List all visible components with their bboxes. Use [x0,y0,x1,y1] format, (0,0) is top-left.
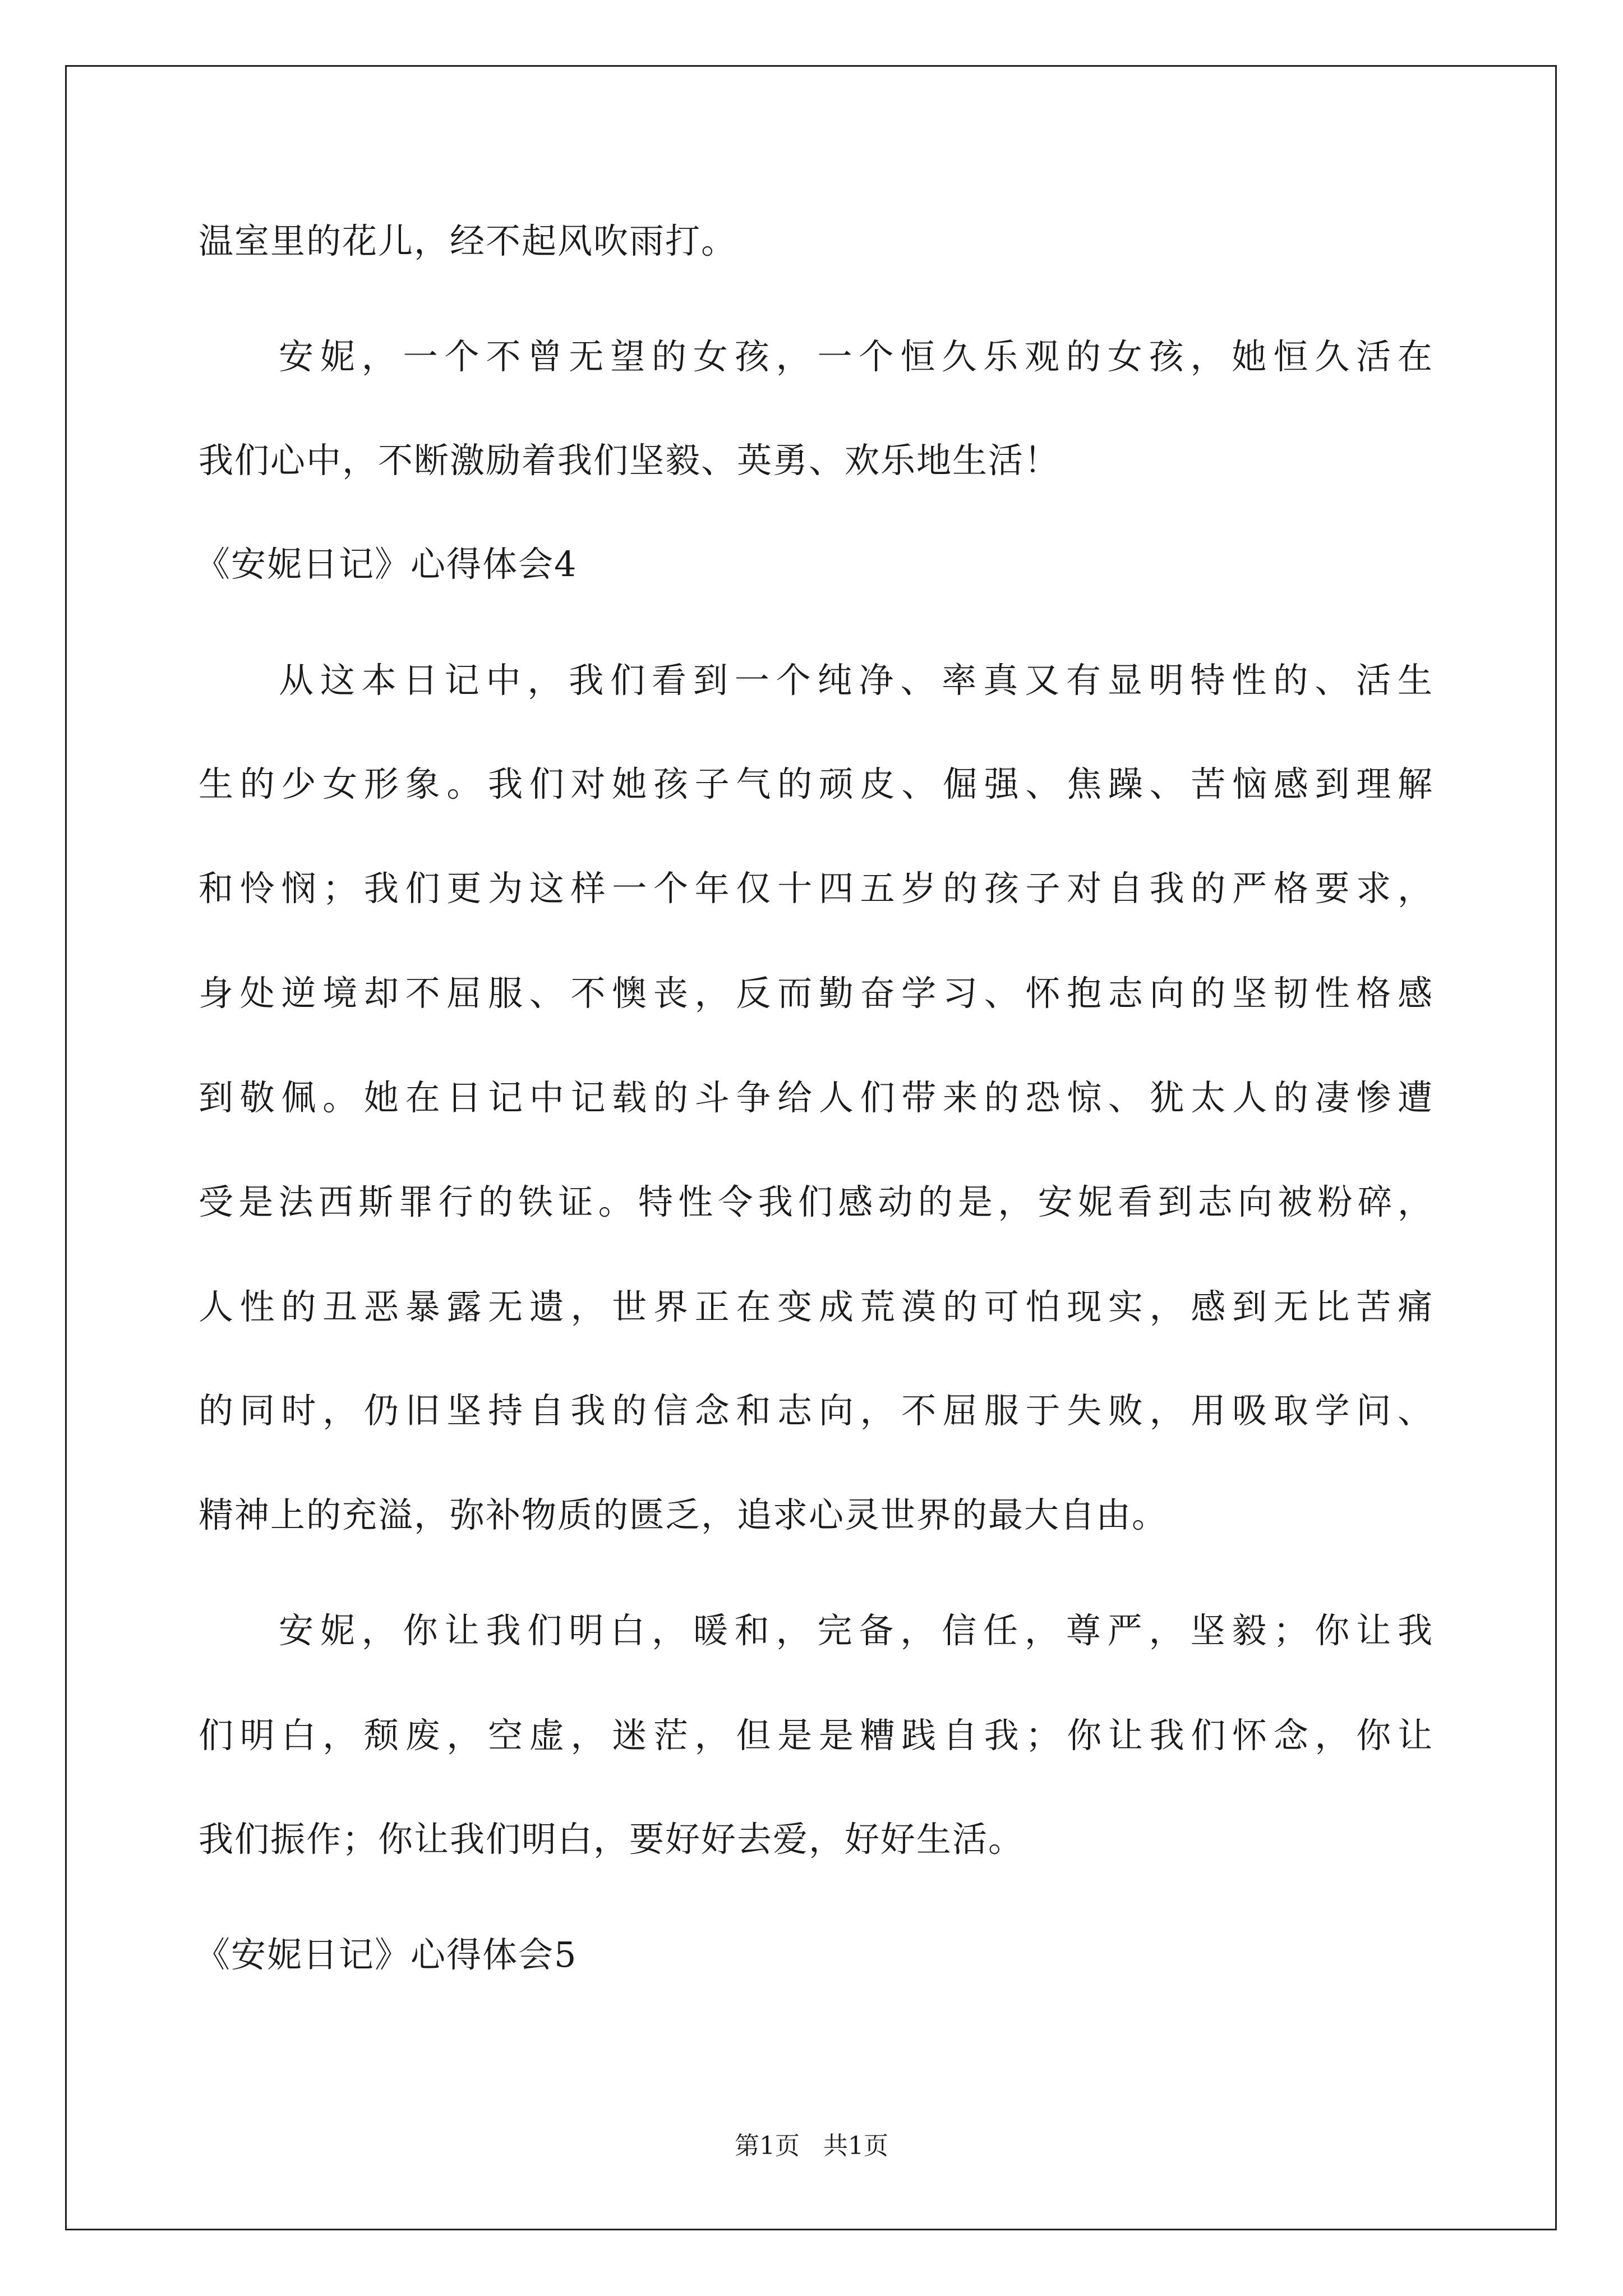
text-line: 身处逆境却不屈服、不懊丧，反而勤奋学习、怀抱志向的坚韧性格感 [199,973,1432,1014]
section-heading: 《安妮日记》心得体会4 [195,544,578,585]
text-line: 温室里的花儿，经不起风吹雨打。 [199,220,737,261]
text-line: 的同时，仍旧坚持自我的信念和志向，不屈服于失败，用吸取学问、 [199,1390,1432,1431]
text-line: 我们振作；你让我们明白，要好好去爱，好好生活。 [199,1819,1025,1860]
text-line: 生的少女形象。我们对她孩子气的顽皮、倔强、焦躁、苦恼感到理解 [199,763,1432,804]
paragraph-first-line: 安妮，一个不曾无望的女孩，一个恒久乐观的女孩，她恒久活在 [279,336,1432,377]
page-border [65,65,1557,2230]
paragraph-first-line: 安妮，你让我们明白，暖和，完备，信任，尊严，坚毅；你让我 [279,1610,1432,1651]
section-heading: 《安妮日记》心得体会5 [195,1934,578,1975]
text-line: 人性的丑恶暴露无遗，世界正在变成荒漠的可怕现实，感到无比苦痛 [199,1286,1432,1327]
paragraph-first-line: 从这本日记中，我们看到一个纯净、率真又有显明特性的、活生 [279,660,1432,701]
text-line: 受是法西斯罪行的铁证。特性令我们感动的是，安妮看到志向被粉碎， [199,1181,1432,1222]
text-line: 精神上的充溢，弥补物质的匮乏，追求心灵世界的最大自由。 [199,1494,1168,1535]
page-footer: 第1页 共1页 [735,2132,888,2160]
text-line: 到敬佩。她在日记中记载的斗争给人们带来的恐惊、犹太人的凄惨遭 [199,1077,1432,1118]
text-line: 我们心中，不断激励着我们坚毅、英勇、欢乐地生活！ [199,440,1061,481]
text-line: 和怜悯；我们更为这样一个年仅十四五岁的孩子对自我的严格要求， [199,868,1432,909]
text-line: 们明白，颓废，空虚，迷茫，但是是糟践自我；你让我们怀念，你让 [199,1715,1432,1756]
